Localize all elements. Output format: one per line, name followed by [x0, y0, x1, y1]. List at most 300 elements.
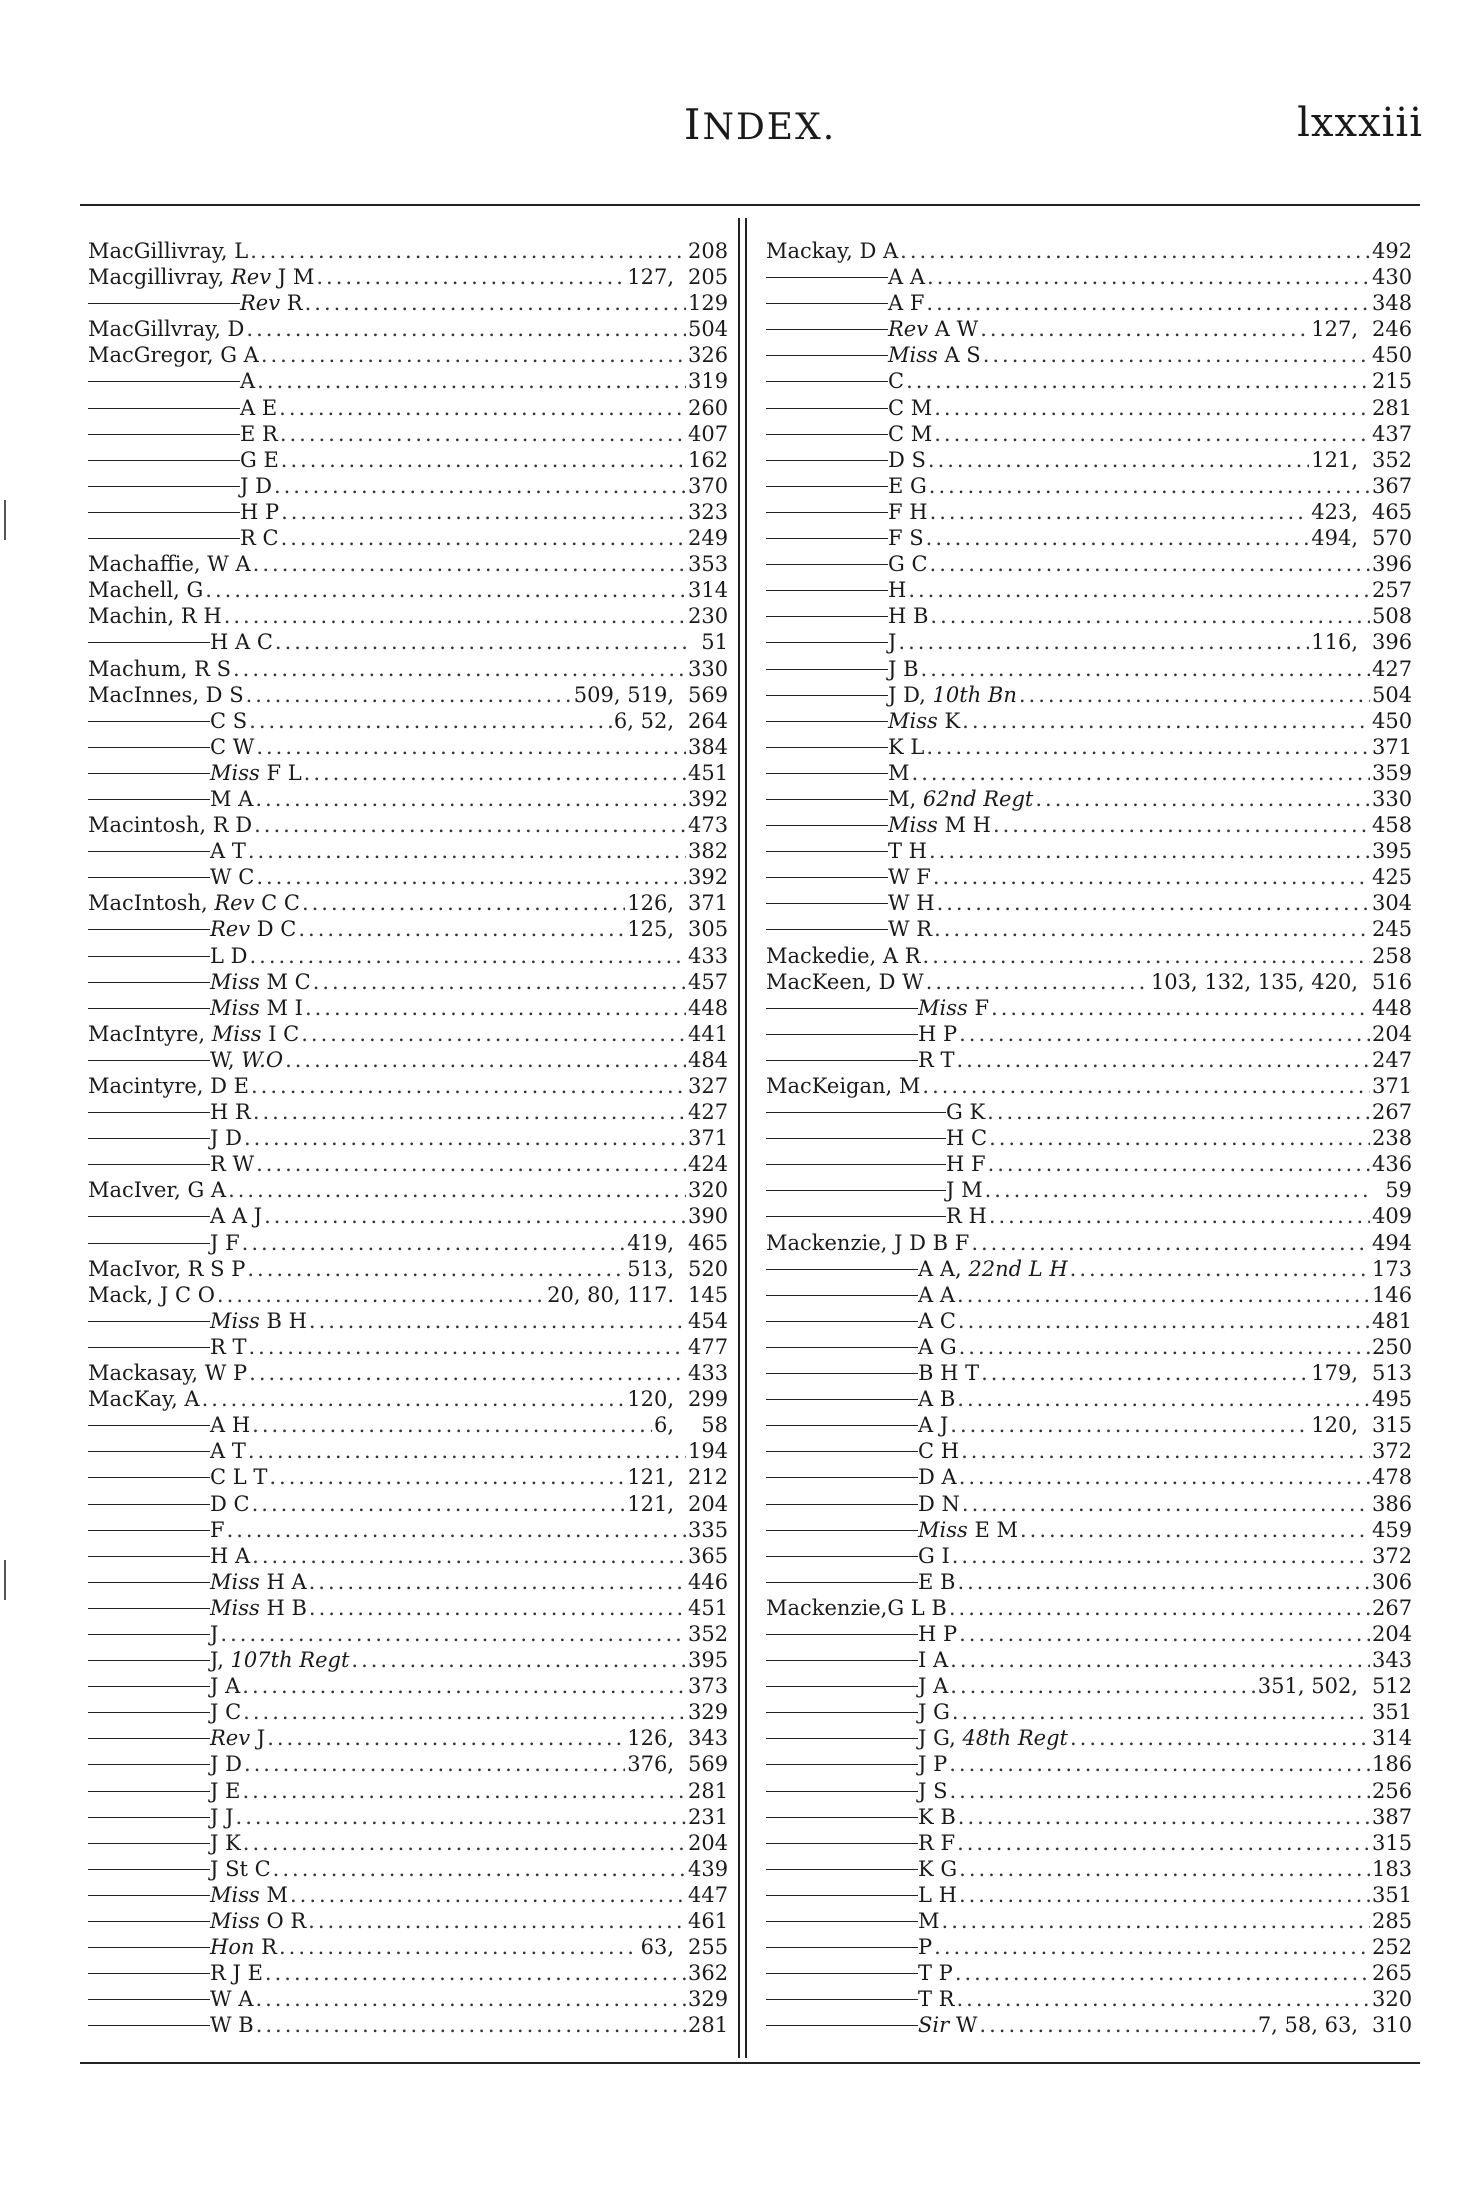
dot-leader — [912, 760, 1370, 786]
index-entry — [766, 629, 1412, 655]
ditto-dash — [88, 877, 210, 878]
entry-page: 370 — [688, 473, 729, 498]
ditto-dash — [88, 1947, 210, 1948]
index-entry — [766, 1804, 1412, 1830]
ditto-dash — [766, 355, 888, 356]
entry-page: 267 — [1372, 1595, 1413, 1620]
entry-name: Mackasay, W P — [88, 1361, 248, 1386]
dot-leader — [233, 656, 686, 682]
entry-name: Machell, G — [88, 578, 204, 603]
entry-name: A — [240, 369, 256, 394]
entry-refs: 103, 132, 135, 420, — [1150, 969, 1358, 994]
entry-page: 478 — [1372, 1465, 1413, 1490]
index-entry — [88, 1986, 728, 2012]
index-entry — [766, 473, 1412, 499]
index-entry — [766, 1986, 1412, 2012]
entry-page: 382 — [688, 839, 729, 864]
ditto-dash — [766, 1764, 918, 1765]
entry-page: 299 — [688, 1387, 729, 1412]
dot-leader — [256, 734, 686, 760]
entry-name: J F — [210, 1230, 240, 1255]
dot-leader — [1070, 1725, 1370, 1751]
dot-leader — [316, 264, 625, 290]
entry-name: Miss M H — [888, 813, 991, 838]
ditto-dash — [766, 669, 888, 670]
entry-name: W A — [210, 1987, 254, 2012]
dot-leader — [247, 1256, 625, 1282]
index-entry — [766, 708, 1412, 734]
ditto-dash — [766, 329, 888, 330]
entry-name: H B — [888, 604, 929, 629]
entry-name: D S — [888, 447, 926, 472]
entry-name: R C — [240, 526, 279, 551]
dot-leader — [950, 1412, 1309, 1438]
index-entry — [766, 342, 1412, 368]
ditto-dash — [766, 616, 888, 617]
dot-leader — [309, 1569, 686, 1595]
dot-leader — [228, 1177, 686, 1203]
entry-page: 372 — [1372, 1439, 1413, 1464]
dot-leader — [949, 1595, 1370, 1621]
ditto-dash — [766, 1921, 918, 1922]
entry-name: Miss E M — [918, 1517, 1018, 1542]
entry-page: 247 — [1372, 1047, 1413, 1072]
entry-page: 204 — [688, 1491, 729, 1516]
index-entry — [88, 943, 728, 969]
entry-page: 508 — [1372, 604, 1413, 629]
entry-refs: 127, — [1311, 317, 1358, 342]
index-entry — [766, 368, 1412, 394]
index-entry — [88, 890, 728, 916]
entry-page: 329 — [688, 1700, 729, 1725]
index-entry — [88, 447, 728, 473]
entry-page: 250 — [1372, 1334, 1413, 1359]
ditto-dash — [766, 929, 888, 930]
entry-page: 457 — [688, 969, 729, 994]
entry-page: 351 — [1372, 1700, 1413, 1725]
entry-page: 230 — [688, 604, 729, 629]
index-entry — [766, 734, 1412, 760]
entry-page: 348 — [1372, 291, 1413, 316]
entry-name: A G — [918, 1334, 957, 1359]
entry-page: 285 — [1372, 1909, 1413, 1933]
entry-page: 392 — [688, 865, 729, 890]
entry-page: 58 — [701, 1413, 728, 1438]
ditto-dash — [766, 1190, 946, 1191]
entry-page: 390 — [688, 1204, 729, 1229]
dot-leader — [1070, 1256, 1370, 1282]
ditto-dash — [88, 982, 210, 983]
entry-page: 371 — [1372, 734, 1413, 759]
entry-page: 51 — [701, 630, 728, 655]
index-entry — [88, 1673, 728, 1699]
ditto-dash — [766, 512, 888, 513]
index-entry — [88, 1778, 728, 1804]
ditto-dash — [88, 1895, 210, 1896]
entry-name: F — [210, 1517, 225, 1542]
dot-leader — [934, 395, 1370, 421]
index-entry — [88, 1021, 728, 1047]
ditto-dash — [766, 408, 888, 409]
index-entry — [766, 890, 1412, 916]
ditto-dash — [766, 1138, 946, 1139]
ditto-dash — [766, 1843, 918, 1844]
dot-leader — [988, 1151, 1370, 1177]
entry-name: Hon R — [210, 1935, 277, 1960]
ditto-dash — [88, 773, 210, 774]
entry-name: J A — [210, 1674, 241, 1699]
entry-page: 238 — [1372, 1126, 1413, 1151]
entry-page: 448 — [1372, 995, 1413, 1020]
ditto-dash — [88, 1008, 210, 1009]
entry-page: 304 — [1372, 891, 1413, 916]
entry-name: R T — [918, 1047, 955, 1072]
entry-page: 450 — [1372, 708, 1413, 733]
dot-leader — [308, 1908, 686, 1934]
entry-page: 409 — [1372, 1204, 1413, 1229]
entry-page: 186 — [1372, 1752, 1413, 1777]
entry-name: J B — [888, 656, 919, 681]
entry-name: G C — [888, 552, 928, 577]
index-entry — [88, 1125, 728, 1151]
entry-name: J — [210, 1621, 219, 1646]
entry-page: 327 — [688, 1074, 729, 1098]
entry-name: J K — [210, 1830, 241, 1855]
ditto-dash — [88, 1321, 210, 1322]
entry-name: D A — [918, 1465, 957, 1490]
dot-leader — [930, 551, 1370, 577]
dot-leader — [309, 1595, 686, 1621]
entry-refs: 513, — [627, 1256, 674, 1281]
dot-leader — [958, 1804, 1370, 1830]
entry-page: 315 — [1372, 1413, 1413, 1438]
index-entry — [766, 1177, 1412, 1203]
entry-page: 494 — [1372, 1230, 1413, 1255]
index-entry — [88, 629, 728, 655]
ditto-dash — [88, 1712, 210, 1713]
ditto-dash — [766, 1582, 918, 1583]
entry-name: Mackenzie, J D B F — [766, 1230, 970, 1255]
ditto-dash — [88, 1582, 210, 1583]
index-entry — [766, 1621, 1412, 1647]
ditto-dash — [766, 303, 888, 304]
index-entry — [766, 1569, 1412, 1595]
entry-page: 314 — [688, 578, 729, 603]
dot-leader — [955, 1960, 1370, 1986]
entry-name: R F — [918, 1830, 956, 1855]
index-entry — [766, 1673, 1412, 1699]
ditto-dash — [766, 1269, 918, 1270]
dot-leader — [243, 1699, 686, 1725]
index-entry — [88, 264, 728, 290]
index-entry — [766, 1386, 1412, 1412]
entry-page: 437 — [1372, 421, 1413, 446]
ditto-dash — [766, 1556, 918, 1557]
entry-name: A A J — [210, 1204, 263, 1229]
entry-name: F H — [888, 499, 928, 524]
entry-refs: 116, — [1311, 630, 1358, 655]
ditto-dash — [88, 1869, 210, 1870]
index-entry — [766, 551, 1412, 577]
entry-page: 451 — [688, 760, 729, 785]
entry-name: J C — [210, 1700, 242, 1725]
entry-name: J St C — [210, 1856, 271, 1881]
entry-name: W F — [888, 865, 931, 890]
entry-page: 465 — [1372, 499, 1413, 524]
entry-name: R W — [210, 1152, 255, 1177]
ditto-dash — [88, 1347, 210, 1348]
ditto-dash — [766, 1321, 918, 1322]
index-entry — [766, 1595, 1412, 1621]
ditto-dash — [88, 1164, 210, 1165]
index-entry — [88, 1256, 728, 1282]
entry-page: 446 — [688, 1569, 729, 1594]
entry-refs: 126, — [627, 1726, 674, 1751]
index-entry — [766, 943, 1412, 969]
entry-page: 492 — [1372, 239, 1413, 263]
entry-page: 257 — [1372, 578, 1413, 603]
dot-leader — [926, 290, 1370, 316]
dot-leader — [927, 264, 1370, 290]
entry-name: Macgillivray, Rev J M — [88, 265, 315, 290]
index-entry — [766, 290, 1412, 316]
entry-name: J M — [946, 1178, 983, 1203]
entry-page: 365 — [688, 1543, 729, 1568]
dot-leader — [958, 1308, 1370, 1334]
ditto-dash — [766, 1817, 918, 1818]
index-entry — [766, 264, 1412, 290]
entry-name: Miss A S — [888, 343, 981, 368]
ditto-dash — [766, 903, 888, 904]
dot-leader — [255, 1986, 686, 2012]
entry-name: Macintosh, R D — [88, 813, 253, 838]
dot-leader — [264, 1203, 686, 1229]
entry-page: 310 — [1372, 2013, 1413, 2038]
index-entry — [88, 238, 728, 264]
dot-leader — [952, 1543, 1370, 1569]
entry-name: C L T — [210, 1465, 268, 1490]
ditto-dash — [766, 1504, 918, 1505]
entry-name: MacGillvray, D — [88, 317, 245, 342]
entry-refs: 63, — [640, 1935, 674, 1960]
dot-leader — [900, 238, 1370, 264]
entry-refs: 20, 80, 117. — [547, 1282, 674, 1307]
dot-leader — [926, 734, 1370, 760]
index-entry — [766, 316, 1412, 342]
dot-leader — [261, 342, 686, 368]
entry-refs: 121, — [627, 1465, 674, 1490]
entry-page: 481 — [1372, 1308, 1413, 1333]
entry-name: W C — [210, 865, 255, 890]
dot-leader — [242, 1673, 686, 1699]
index-entry — [766, 1543, 1412, 1569]
entry-page: 260 — [688, 395, 729, 420]
entry-name: A A — [888, 265, 926, 290]
dot-leader — [269, 1464, 625, 1490]
ditto-dash — [88, 303, 240, 304]
index-entry — [766, 1647, 1412, 1673]
ditto-dash — [88, 799, 210, 800]
entry-page: 454 — [688, 1308, 729, 1333]
dot-leader — [220, 1621, 686, 1647]
entry-name: A E — [240, 395, 278, 420]
index-entry — [766, 864, 1412, 890]
index-entry — [766, 786, 1412, 812]
ditto-dash — [88, 2025, 210, 2026]
entry-name: J — [888, 630, 897, 655]
entry-name: MacIntyre, Miss I C — [88, 1021, 300, 1046]
entry-name: MacGillivray, L — [88, 239, 249, 263]
entry-name: Miss O R — [210, 1909, 307, 1933]
entry-page: 372 — [1372, 1543, 1413, 1568]
ditto-dash — [766, 1999, 918, 2000]
entry-page: 477 — [688, 1334, 729, 1359]
index-entry — [88, 995, 728, 1021]
entry-page: 305 — [688, 917, 729, 942]
ditto-dash — [766, 1712, 918, 1713]
entry-name: M — [888, 760, 910, 785]
ditto-dash — [88, 1451, 210, 1452]
index-entry — [88, 682, 728, 708]
entry-name: Miss F L — [210, 760, 302, 785]
entry-page: 145 — [688, 1282, 729, 1307]
entry-page: 441 — [688, 1021, 729, 1046]
ditto-dash — [88, 851, 210, 852]
dot-leader — [236, 1804, 686, 1830]
entry-page: 362 — [688, 1961, 729, 1986]
index-entry — [766, 682, 1412, 708]
ditto-dash — [88, 1138, 210, 1139]
entry-page: 315 — [1372, 1830, 1413, 1855]
index-column-left — [88, 238, 728, 2038]
index-entry — [88, 1412, 728, 1438]
index-entry — [88, 1282, 728, 1308]
index-entry — [88, 525, 728, 551]
ditto-dash — [88, 408, 240, 409]
margin-mark — [4, 500, 12, 540]
ditto-dash — [88, 1504, 210, 1505]
entry-name: G I — [918, 1543, 950, 1568]
ditto-dash — [88, 1608, 210, 1609]
dot-leader — [301, 1021, 686, 1047]
entry-name: C W — [210, 734, 255, 759]
entry-name: MacIntosh, Rev C C — [88, 891, 300, 916]
dot-leader — [934, 1934, 1370, 1960]
index-entry — [766, 238, 1412, 264]
entry-name: Mackenzie,G L B — [766, 1595, 947, 1620]
index-entry — [766, 838, 1412, 864]
dot-leader — [950, 1647, 1370, 1673]
index-entry — [766, 1699, 1412, 1725]
entry-refs: 120, — [627, 1387, 674, 1412]
entry-page: 205 — [688, 265, 729, 290]
entry-name: J D — [210, 1752, 242, 1777]
column-divider — [738, 218, 740, 2058]
dot-leader — [244, 1125, 686, 1151]
entry-name: H C — [946, 1126, 988, 1151]
entry-page: 215 — [1372, 369, 1413, 394]
dot-leader — [1035, 786, 1370, 812]
ditto-dash — [766, 721, 888, 722]
ditto-dash — [766, 747, 888, 748]
entry-page: 459 — [1372, 1517, 1413, 1542]
dot-leader — [202, 1386, 626, 1412]
dot-leader — [273, 1856, 686, 1882]
index-entry — [766, 1464, 1412, 1490]
entry-page: 395 — [1372, 839, 1413, 864]
ditto-dash — [766, 877, 888, 878]
entry-name: Miss K — [888, 708, 961, 733]
ditto-dash — [766, 538, 888, 539]
entry-name: B H T — [918, 1361, 980, 1386]
dot-leader — [1020, 1517, 1370, 1543]
index-entry — [766, 1412, 1412, 1438]
entry-refs: 121, — [627, 1491, 674, 1516]
entry-page: 162 — [688, 447, 729, 472]
entry-name: M — [918, 1909, 940, 1933]
dot-leader — [957, 1986, 1371, 2012]
entry-name: J P — [918, 1752, 948, 1777]
entry-name: MacKeigan, M — [766, 1074, 921, 1098]
ditto-dash — [88, 1530, 210, 1531]
index-entry — [766, 2012, 1412, 2038]
entry-page: 520 — [688, 1256, 729, 1281]
entry-name: E R — [240, 421, 278, 446]
dot-leader — [244, 1751, 625, 1777]
ditto-dash — [766, 434, 888, 435]
dot-leader — [256, 2012, 686, 2038]
index-entry — [766, 760, 1412, 786]
entry-name: Miss M — [210, 1882, 288, 1907]
entry-name: H P — [240, 499, 280, 524]
entry-page: 146 — [1372, 1282, 1413, 1307]
top-rule — [80, 204, 1420, 206]
entry-name: M, 62nd Regt — [888, 786, 1034, 811]
entry-page: 231 — [688, 1804, 729, 1829]
index-entry — [88, 1308, 728, 1334]
dot-leader — [302, 890, 625, 916]
dot-leader — [248, 838, 686, 864]
index-entry — [88, 1830, 728, 1856]
entry-refs: 494, — [1311, 526, 1358, 551]
dot-leader — [281, 499, 686, 525]
dot-leader — [242, 1778, 686, 1804]
dot-leader — [227, 1517, 686, 1543]
dot-leader — [309, 1308, 686, 1334]
ditto-dash — [88, 1556, 210, 1557]
entry-page: 473 — [688, 813, 729, 838]
dot-leader — [256, 864, 686, 890]
entry-page: 424 — [688, 1152, 729, 1177]
index-entry — [766, 1203, 1412, 1229]
entry-page: 392 — [688, 786, 729, 811]
index-entry — [88, 969, 728, 995]
index-entry — [88, 1725, 728, 1751]
dot-leader — [957, 1386, 1370, 1412]
dot-leader — [257, 368, 686, 394]
index-entry — [88, 1334, 728, 1360]
index-entry — [766, 1308, 1412, 1334]
entry-page: 204 — [1372, 1021, 1413, 1046]
index-entry — [88, 1517, 728, 1543]
dot-leader — [929, 838, 1370, 864]
entry-page: 353 — [688, 552, 729, 577]
dot-leader — [275, 629, 686, 655]
dot-leader — [987, 1099, 1370, 1125]
entry-refs: 121, — [1311, 447, 1358, 472]
index-entry — [88, 1360, 728, 1386]
entry-page: 427 — [688, 1100, 729, 1125]
